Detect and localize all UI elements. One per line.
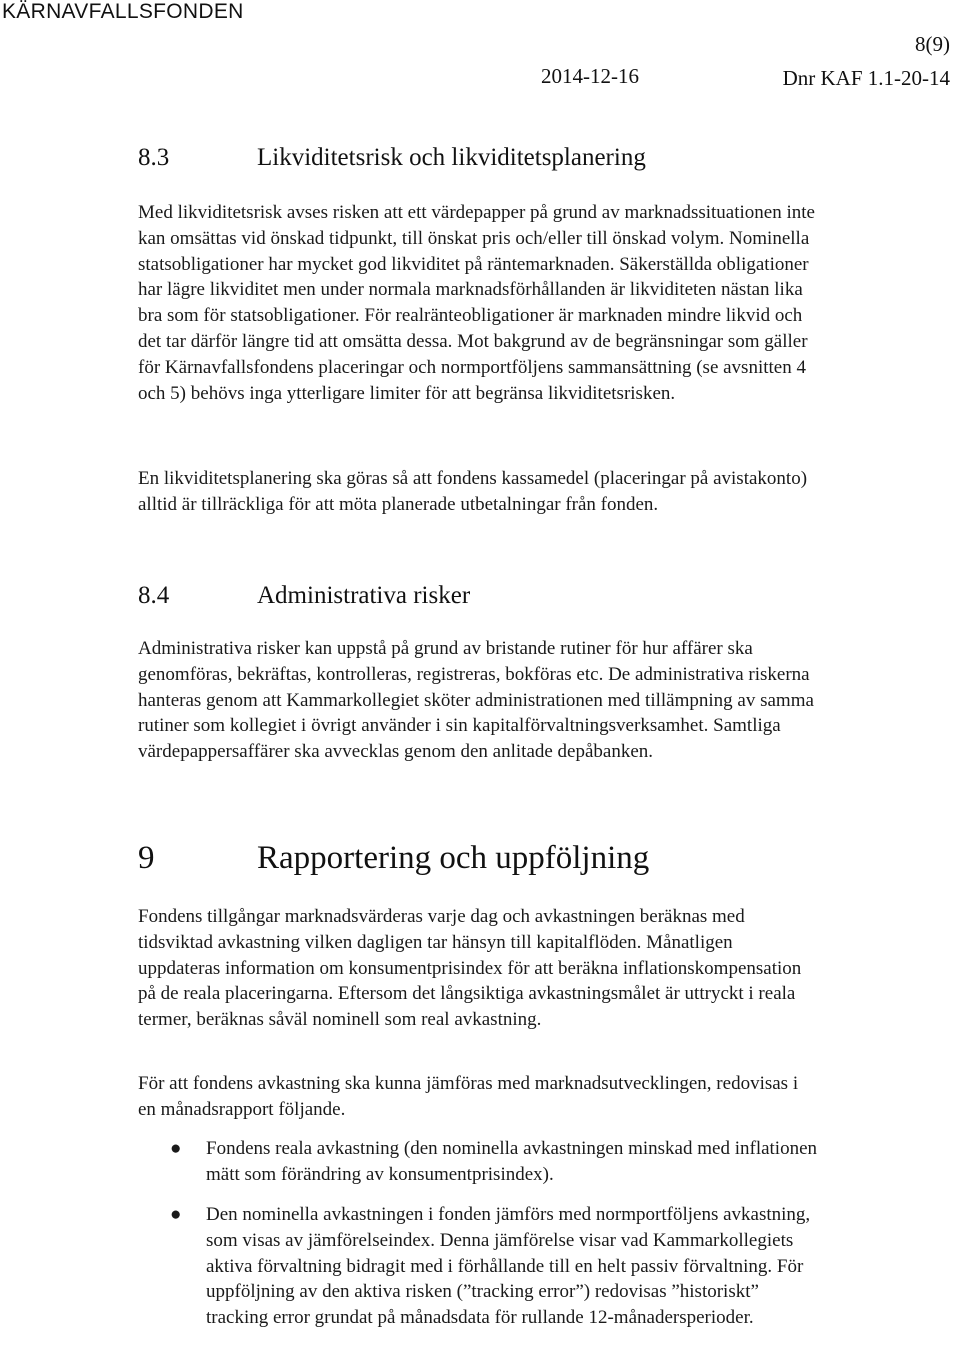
document-reference: Dnr KAF 1.1-20-14 xyxy=(782,66,950,90)
section-number: 8.4 xyxy=(138,582,170,609)
list-item-text: Fondens reala avkastning (den nominella avkastningen minskad med inflationen mätt som förändring av konsumentprisindex). xyxy=(206,1138,818,1185)
section-8-4-heading xyxy=(138,582,470,610)
page-number: 8(9) xyxy=(915,32,950,56)
section-8-3-paragraph-2: En likviditetsplanering ska göras så att fondens kassamedel (placeringar på avistakonto) alltid är tillräckliga för att möta planerade utbetalningar från fonden. xyxy=(138,468,808,515)
organization-name: KÄRNAVFALLSFONDEN xyxy=(2,0,244,23)
section-9-heading xyxy=(138,840,649,877)
list-item-text: Den nominella avkastningen i fonden jämförs med normportföljens avkastning, som visas av jämförelseindex. Denna jämförelse visar vad Kammarkollegiets aktiva förvaltning bidragit med i förhållande till en helt passiv förvaltning. För uppföljning av den aktiva risken (”tracking error”) redovisas ”historiskt” tracking error grundat på månadsdata för rullande 12-månadersperioder. xyxy=(206,1204,811,1329)
bullet-icon: ● xyxy=(170,1204,182,1225)
section-8-3-heading xyxy=(138,144,646,172)
section-number: 8.3 xyxy=(138,144,170,171)
section-8-4-paragraph-1: Administrativa risker kan uppstå på grund av bristande rutiner för hur affärer ska genomföras, bekräftas, kontrolleras, registreras, bokföras etc. De administrativa riskerna hanteras genom att Kammarkollegiet sköter administrationen med tillämpning av samma rutiner som kollegiet i övrigt använder i sin kapitalförvaltningsverksamhet. Samtliga värdepappersaffärer ska avvecklas genom den anlitade depåbanken. xyxy=(138,638,814,763)
section-number: 9 xyxy=(138,840,155,876)
section-title: Administrativa risker xyxy=(257,582,471,609)
list-item xyxy=(170,1202,820,1331)
list-item xyxy=(170,1136,820,1188)
section-9-paragraph-2: För att fondens avkastning ska kunna jämföras med marknadsutvecklingen, redovisas i en månadsrapport följande. xyxy=(138,1073,799,1120)
section-8-3-paragraph-1: Med likviditetsrisk avses risken att ett värdepapper på grund av marknadssituationen inte kan omsättas vid önskad tidpunkt, till önskat pris och/eller till önskad volym. Nominella statsobligationer har mycket god likviditet på räntemarknaden. Säkerställda obligationer har lägre likviditet men under normala marknadsförhållanden är likviditeten nästan lika bra som för statsobligationer. För realränteobligationer är marknaden mindre likvid och det tar därför längre tid att omsätta dessa. Mot bakgrund av de begränsningar som gäller för Kärnavfallsfondens placeringar och normportföljens sammansättning (se avsnitten 4 och 5) behövs inga ytterligare limiter för att begränsa likviditetsrisken. xyxy=(138,202,815,404)
document-date: 2014-12-16 xyxy=(541,64,639,88)
bullet-icon: ● xyxy=(170,1138,182,1159)
section-9-paragraph-1: Fondens tillgångar marknadsvärderas varje dag och avkastningen beräknas med tidsviktad avkastning vilken dagligen tar hänsyn till kapitalflöden. Månatligen uppdateras information om konsumentprisindex för att beräkna inflationskompensation på de reala placeringarna. Eftersom det långsiktiga avkastningsmålet är uttryckt i reala termer, beräknas såväl nominell som real avkastning. xyxy=(138,906,802,1031)
section-title: Likviditetsrisk och likviditetsplanering xyxy=(257,144,646,171)
section-title: Rapportering och uppföljning xyxy=(257,840,650,876)
